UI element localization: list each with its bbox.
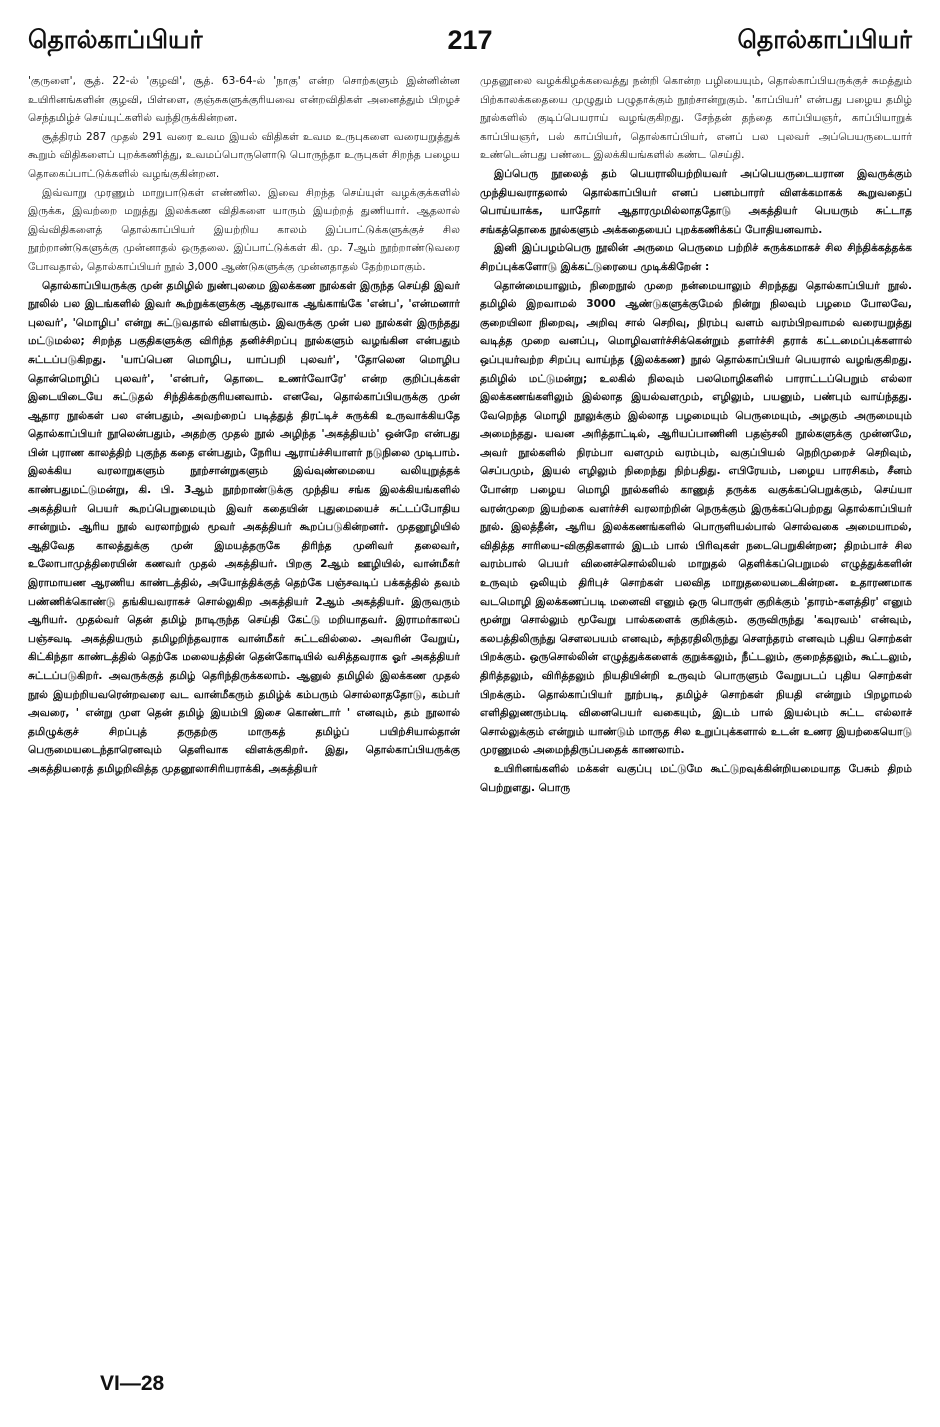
paragraph: சூத்திரம் 287 முதல் 291 வரை உவம இயல் விதிகள் உவம உருபுகளை வரையறுத்துக் கூறும் விதிகளைப் புறக்கணித்து, உவமப்பொருளொடு பொருந்தா உருபுகள் சிறந்த பழைய தொகைப்பாட்டுக்களில் வழங்குகின்றன. [28, 130, 460, 180]
left-column [28, 72, 460, 1364]
paragraph: இப்பெரு நூலைத் தம் பெயராலியற்றியவர் அப்பெயருடையரான இவருக்கும் முந்தியவராதலால் தொல்காப்பியர் எனப் பனம்பாரர் விளக்கமாகக் கூறுவதைப் பொய்யாக்க, யாதோர் ஆதாரமுமில்லாததோடு அகத்தியர் பெயரும் சுட்டாத சங்கத்தொகை நூல்களும் அக்கதையைப் புறக்கணிக்கப் போதியனவாம். [480, 167, 912, 236]
signature-mark: VI—28 [100, 1372, 165, 1395]
running-head [28, 18, 912, 62]
paragraph: தொன்மையாலும், நிறைநூல் முறை நன்மையாலும் சிறந்தது தொல்காப்பியர் நூல். தமிழில் இறவாமல் 3000 ஆண்டுகளுக்குமேல் நின்று நிலவும் பழமை போலவே, குறையிலா நிறைவு, அறிவு சால் செறிவு, நிரம்பு வளம் வரம்பிறவாமல் வரையறுத்து வடித்த முறை வனப்பு, மொழிவளர்ச்சிக்கென்றும் தளர்ச்சி தராக் கட்டமைப்புக்களால் ஒப்புயர்வற்ற சிறப்பு வாய்ந்த (இலக்கண) நூல் தொல்காப்பியர் பெயரால் வழங்குகிறது. தமிழில் மட்டுமன்று; உலகில் நிலவும் பலமொழிகளில் பாராட்டப்பெறும் எல்லா இலக்கணங்களிலும் இல்லாத இயல்வளமும், எழிலும், பயனும், பண்பும் வாய்ந்தது. வேறெந்த மொழி நூலுக்கும் இல்லாத பழமையும் பெருமையும், அழகும் அருமையும் அமைந்தது. யவன அரித்தாட்டில், ஆரியப்பாணினி பதஞ்சலி நூல்களுக்கு முன்னமே, அவர் நூல்களில் நிரம்பா வளமும் வரம்பும், வகுப்பியல் நெறிமுறைச் செறிவும், செப்பமும், இயல் எழிலும் நிறைந்து நிற்பதிது. எபிரேயம், பழைய பாரசிகம், சீனம் போன்ற பழைய மொழி நூல்களில் காணுத் தருக்க வகுக்கப்பெறுக்கும், செய்யா வரன்முறை இயற்கை வளர்ச்சி வரலாற்றின் நெருக்கும் இருக்கப்பெற்றது தொல்காப்பியர் நூல். இலத்தீன், ஆரிய இலக்கணங்களில் பொருளியல்பால் சொல்வகை அமையாமல், விதித்த சாரியை-விகுதிகளால் இடம் பால் பிரிவுகள் நடைபெறுகின்றன; திறம்பாச் சில வரம்பால் பெயர் வினைச்சொல்லியல் மாறுதல் தெளிக்கப்பெறுமல் எழுத்துக்களின் உருவும் ஒலியும் திரிபுச் சொற்கள் பலவித மாறுதலையடைகின்றன. உதாரணமாக வடமொழி இலக்கணப்படி மனைவி எனும் ஒரு பொருள் குறிக்கும் 'தாரம்-களத்திர' எனும் மூன்று சொல்லும் மூவேறு பால்களைக் குறிக்கும். குருவிருந்து 'கவுரவம்' என்வும், கலபத்திலிருந்து சௌலபயம் எனவும், சுந்தரதிலிருந்து சௌந்தரம் எனவும் புதிய சொற்கள் பிறக்கும். ஒருசொல்லின் எழுத்துக்களைக் குறுக்கலும், நீட்டலும், குறைத்தலும், கூட்டலும், திரித்தலும், விரித்தலும் நியதியின்றி உருவும் பொருளும் வேறுபடப் புதிய சொற்கள் பிறக்கும். தொல்காப்பியர் நூற்படி, தமிழ்ச் சொற்கள் நியதி என்றும் பிறழாமல் எளிதிலுணரும்படி வினைபெயர் வகையும், இடம் பால் இயல்பும் சுட்ட எல்லாச் சொல்லுக்கும் என்றும் யாண்டும் மாருத சில உறுப்புக்களால் உடன் உணர இயற்கையொடு முரணுமல் அமைந்திருப்பதைக் காணலாம். [480, 279, 912, 757]
right-column [480, 72, 912, 1364]
paragraph: முதனூலை வழக்கிழக்கவைத்து நன்றி கொன்ற பழியையும், தொல்காப்பியருக்குச் சுமத்தும் பிற்காலக்கதையை முழுதும் பழுதாக்கும் நூற்சான்றுகும். 'காப்பியர்' என்பது பழைய தமிழ் நூல்களில் குடிப்பெயராய் வழங்குகிறது. சேந்தன் தந்தை காப்பியஞர், காப்பியாறுக் காப்பியஞர், பல் காப்பியர், தொல்காப்பியர், எனப் பல புலவர் அப்பெயருடையார் உண்டென்பது பண்டை இலக்கியங்களில் கண்ட செய்தி. [480, 75, 912, 162]
paragraph: இனி இப்பழம்பெரு நூலின் அருமை பெருமை பற்றிச் சுருக்கமாகச் சில சிந்திக்கத்தக்க சிறப்புக்களோடு இக்கட்டுரையை முடிக்கிறேன் : [480, 242, 912, 273]
page-number: 217 [447, 25, 493, 55]
running-head-right: தொல்காப்பியர் [737, 26, 912, 54]
paragraph: தொல்காப்பியருக்கு முன் தமிழில் நுண்புலமை இலக்கண நூல்கள் இருந்த செய்தி இவர் நூலில் பல இடங்களில் இவர் கூற்றுக்களுக்கு ஆதரவாக ஆங்காங்கே 'என்ப', 'என்மனார் புலவர்', 'மொழிப' என்று சுட்டுவதால் விளங்கும். இவருக்கு முன் பல நூல்கள் இருந்தது மட்டுமல்ல; சிறந்த பகுதிகளுக்கு விரிந்த தனிச்சிறப்பு நூல்களும் வழங்கின என்பதும் சுட்டப்படுகிறது. 'யாப்பென மொழிப, யாப்பறி புலவர்', 'தோலென மொழிப தொன்மொழிப் புலவர்', 'என்பர், தொடை உணர்வோரே' என்ற குறிப்புக்கள் இடையிடையே சுட்டுதல் சிந்திக்கற்குரியனவாம். எனவே, தொல்காப்பியருக்கு முன் ஆதார நூல்கள் பல என்பதும், அவற்றைப் படித்துத் திரட்டிச் சுருக்கி உருவாக்கியதே தொல்காப்பியர் நூலென்பதும், அதற்கு முதல் நூல் அழிந்த 'அகத்தியம்' ஒன்றே என்பது பின் புராண காலத்திற் புகுந்த கதை என்பதும், நேரிய ஆராய்ச்சியாளர் நடுநிலை முடிபாம். இலக்கிய வரலாறுகளும் நூற்சான்றுகளும் இவ்வுண்மையை வலியுறுத்தக் காண்பதுமட்டுமன்று, கி. பி. 3ஆம் நூற்றாண்டுக்கு முந்திய சங்க இலக்கியங்களில் அகத்தியர் பெயர் கூறப்பெறுமையும் இவர் கதையின் புதுமையைச் சுட்டப்போதிய சான்றும். ஆரிய நூல் வரலாற்றுல் மூவர் அகத்தியர் கூறப்படுகின்றனர். முதனூழியில் ஆதிவேத காலத்துக்கு முன் இமயத்தருகே திரிந்த முனிவர் தலைவர், உலோபாமுத்திரையின் கணவர் முதல் அகத்தியர். பிறகு 2ஆம் ஊழியில், வான்மீகர் இராமாயண ஆரணிய காண்டத்தில், அயோத்திக்குத் தெற்கே பஞ்சவடிப் பக்கத்தில் தவம் பண்ணிக்கொண்டு தங்கியவராகச் சொல்லுகிற அகத்தியர் 2ஆம் அகத்தியர். இருவரும் ஆரியர். முதல்வர் தென் தமிழ் நாடிருந்த செய்தி கேட்டு மறியாதவர். இராமர்காலப் பஞ்சவடி அகத்தியரும் தமிழறிந்தவராக வான்மீகர் சுட்டவில்லை. அவரின் வேறுய், கிட்கிந்தா காண்டத்தில் தெற்கே மலையத்தின் தென்கோடியில் வசித்தவராக ஓர் அகத்தியர் சுட்டப்படுகிறர். அவருக்குத் தமிழ் தெரிந்திருக்கலாம். ஆனுல் தமிழில் இலக்கண முதல் நூல் இயற்றியவரென்றவரை வட வான்மீகரும் தமிழ்க் கம்பரும் சொல்லாததோடு, கம்பர் அவரை, ' என்று முள தென் தமிழ் இயம்பி இசை கொண்டார் ' எனவும், தம் நூலால் தமிழுக்குச் சிறப்புத் தருதற்கு மாருகத் தமிழ்ப் பயிற்சியால்தான் பெருமையடைந்தாரெனவும் தெளிவாக விளக்குகிறர். இது, தொல்காப்பியருக்கு அகத்தியரைத் தமிழறிவித்த முதனூலாசிரியராக்கி, அகத்தியர் [28, 279, 460, 775]
paragraph: 'குருளை', சூத். 22-ல் 'குழவி', சூத். 63-64-ல் 'நாகு' என்ற சொற்களும் இன்னின்ன உயிரினங்களின் குழவி, பிள்ளை, குஞ்சுகளுக்குரியவை என்றவிதிகள் அனைத்தும் பிறழச் செந்தமிழ்ச் செய்யுட்களில் வந்திருக்கின்றன. [28, 75, 460, 125]
paragraph: இவ்வாறு முரணும் மாறுபாடுகள் எண்ணில. இவை சிறந்த செய்யுள் வழக்குக்களில் இருக்க, இவற்றை மறுத்து இலக்கண விதிகளை யாரும் இயற்றத் துணியார். ஆதலால் இவ்விதிகளைத் தொல்காப்பியர் இயற்றிய காலம் இப்பாட்டுக்களுக்குச் சில நூற்றாண்டுகளுக்கு முன்னாதல் ஒருதலை. இப்பாட்டுக்கள் கி. மு. 7ஆம் நூற்றாண்டுவரை போவதால், தொல்காப்பியர் நூல் 3,000 ஆண்டுகளுக்கு முன்னதாதல் தேற்றமாகும். [28, 186, 460, 273]
running-head-left: தொல்காப்பியர் [28, 26, 203, 54]
body-columns [28, 72, 912, 1364]
paragraph: உயிரினங்களில் மக்கள் வகுப்பு மட்டுமே கூட்டுறவுக்கின்றியமையாத பேசும் திறம் பெற்றுளது. பொரு [480, 762, 912, 794]
